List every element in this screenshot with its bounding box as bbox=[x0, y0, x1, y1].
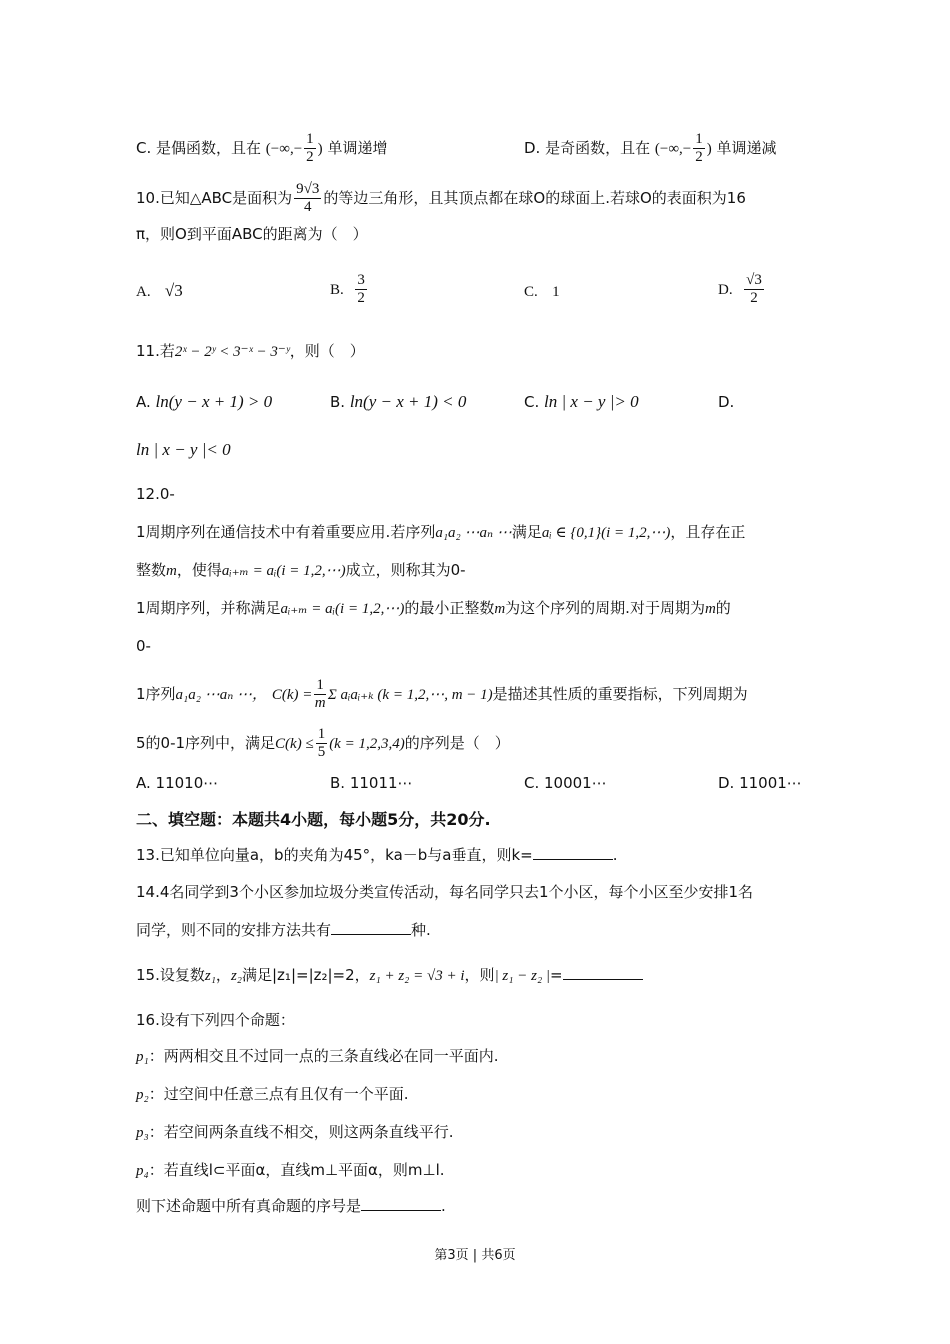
q12-l6-c: C(k) = bbox=[271, 687, 313, 703]
q10-option-b bbox=[330, 272, 369, 307]
q10-option-a bbox=[136, 281, 183, 302]
q9c-num: 1 bbox=[306, 131, 314, 147]
q10-pre: 10.已知△ABC是面积为 bbox=[136, 189, 293, 207]
q11c-label: C. bbox=[524, 393, 545, 411]
q10-option-c bbox=[524, 281, 560, 302]
q16-ask-text: 则下述命题中所有真命题的序号是 bbox=[136, 1197, 362, 1215]
q10-area-num: 9√3 bbox=[296, 181, 320, 197]
q13-answer-blank bbox=[533, 845, 613, 860]
q12-option-a: A. 11010⋯ bbox=[136, 774, 219, 792]
q14-answer-blank bbox=[331, 920, 411, 935]
q15 bbox=[136, 965, 643, 986]
q11-option-a bbox=[136, 392, 272, 412]
q11a-expr: ln(y − x + 1) > 0 bbox=[155, 392, 273, 411]
q12-line2 bbox=[136, 522, 745, 543]
q12-line6 bbox=[136, 677, 748, 712]
q12-l6-pre: 1序列 bbox=[136, 685, 176, 703]
q15-comma: ， bbox=[215, 966, 231, 984]
q12-l4-mid2: 为这个序列的周期.对于周期为 bbox=[505, 599, 705, 617]
q12-l6-num: 1 bbox=[316, 677, 324, 693]
q16-p1-label: p₁ bbox=[136, 1049, 149, 1065]
q10-area-fraction bbox=[294, 181, 321, 216]
q16-stem: 16.设有下列四个命题： bbox=[136, 1011, 295, 1029]
q16-p1-text: ：两两相交且不过同一点的三条直线必在同一平面内. bbox=[148, 1047, 499, 1065]
q16-p3-text: ：若空间两条直线不相交，则这两条直线平行. bbox=[148, 1123, 454, 1141]
q16-answer-blank bbox=[361, 1196, 441, 1211]
q9c-den: 2 bbox=[306, 149, 314, 165]
q10b-den: 2 bbox=[357, 290, 365, 306]
q15-pre: 15.设复数 bbox=[136, 966, 205, 984]
q12-line1: 12.0- bbox=[136, 485, 175, 503]
q10a-label: A. bbox=[136, 284, 151, 300]
q15-abs: | z₁ − z₂ | bbox=[494, 968, 551, 984]
section-2-heading: 二、填空题：本题共4小题，每小题5分，共20分. bbox=[136, 810, 491, 829]
q9c-text: C. 是偶函数，且在 bbox=[136, 139, 262, 157]
q9c-fraction bbox=[304, 131, 316, 166]
q12-l2-mid: 满足 bbox=[511, 523, 542, 541]
q13 bbox=[136, 845, 618, 865]
q11b-label: B. bbox=[330, 393, 350, 411]
q11-option-b bbox=[330, 392, 466, 412]
q12-l6-post: 是描述其性质的重要指标，下列周期为 bbox=[492, 685, 748, 703]
q11-post: ，则（ ） bbox=[289, 342, 365, 360]
q14-line1: 14.4名同学到3个小区参加垃圾分类宣传活动，每名同学只去1个小区，每个小区至少安排1名 bbox=[136, 883, 754, 901]
q12-l7-pre: 5的0-1序列中，满足 bbox=[136, 734, 276, 752]
q12-l3-m: m bbox=[166, 563, 177, 579]
q12-line3 bbox=[136, 560, 466, 581]
q12-l2-pre: 1周期序列在通信技术中有着重要应用.若序列 bbox=[136, 523, 436, 541]
q12-l6-fraction bbox=[314, 677, 326, 712]
q9c-interval-left: (−∞,− bbox=[265, 141, 303, 157]
q9c-post: 单调递增 bbox=[327, 139, 388, 157]
q11c-expr: ln | x − y |> 0 bbox=[544, 392, 639, 411]
q9-option-c bbox=[136, 131, 387, 166]
q15-post: = bbox=[550, 966, 563, 984]
q9d-fraction bbox=[693, 131, 705, 166]
q12-l6-den: m bbox=[314, 695, 326, 711]
page-footer: 第3页 | 共6页 bbox=[434, 1248, 516, 1263]
q12-line7 bbox=[136, 726, 510, 761]
q12-line5: 0- bbox=[136, 637, 151, 655]
q11-pre: 11.若 bbox=[136, 342, 175, 360]
q12-l4-post: 的 bbox=[715, 599, 731, 617]
q12-l3-mid: ，使得 bbox=[176, 561, 222, 579]
q12-l7-den: 5 bbox=[317, 744, 326, 760]
q12-l3-eq: aᵢ₊ₘ = aᵢ(i = 1,2,⋯) bbox=[221, 563, 346, 579]
q11b-expr: ln(y − x + 1) < 0 bbox=[349, 392, 467, 411]
q16-p4-text: ：若直线l⊂平面α，直线m⊥平面α，则m⊥l. bbox=[148, 1161, 445, 1179]
q10b-fraction bbox=[355, 272, 367, 307]
q12-l7-k: (k = 1,2,3,4) bbox=[329, 736, 405, 752]
q11d-expr: ln | x − y |< 0 bbox=[136, 440, 231, 459]
q13-post: . bbox=[612, 846, 618, 864]
q10d-fraction bbox=[744, 272, 764, 307]
q12-l4-m2: m bbox=[704, 601, 716, 617]
q12-l3-pre: 整数 bbox=[136, 561, 167, 579]
q9d-post: 单调递减 bbox=[716, 139, 777, 157]
q15-z2: z₂ bbox=[230, 968, 242, 984]
q16-p3-label: p₃ bbox=[136, 1125, 149, 1141]
q15-answer-blank bbox=[563, 965, 643, 980]
q12-l3-post: 成立，则称其为0- bbox=[345, 561, 466, 579]
q12-l4-m: m bbox=[494, 601, 506, 617]
q16-p2-label: p₂ bbox=[136, 1087, 149, 1103]
q10c-label: C. bbox=[524, 284, 538, 300]
q10d-num: √3 bbox=[746, 272, 762, 288]
q16-ask-post: . bbox=[441, 1197, 446, 1215]
q12-l4-pre: 1周期序列，并称满足 bbox=[136, 599, 281, 617]
q9-option-d bbox=[524, 131, 777, 166]
q12-l2-seq: a₁a₂ ⋯aₙ ⋯ bbox=[435, 525, 512, 541]
q11-option-d-expr bbox=[136, 440, 231, 460]
q12-l6-sum: Σ aᵢaᵢ₊ₖ (k = 1,2,⋯, m − 1) bbox=[327, 687, 493, 703]
q12-l6-seq: a₁a₂ ⋯aₙ ⋯， bbox=[175, 687, 268, 703]
q14-text: 同学，则不同的安排方法共有 bbox=[136, 921, 332, 939]
q11-option-c bbox=[524, 392, 639, 412]
q11-stem bbox=[136, 341, 365, 362]
q12-l7-num: 1 bbox=[317, 726, 326, 742]
q12-line4 bbox=[136, 598, 731, 619]
q12-l4-eq: aᵢ₊ₘ = aᵢ(i = 1,2,⋯) bbox=[280, 601, 405, 617]
q9d-interval-left: (−∞,− bbox=[654, 141, 692, 157]
q10b-label: B. bbox=[330, 282, 344, 298]
q12-l7-post: 的序列是（ ） bbox=[404, 734, 510, 752]
q16-p3 bbox=[136, 1122, 454, 1143]
q15-eq: z₁ + z₂ = √3 + i bbox=[369, 968, 465, 984]
q14-line2 bbox=[136, 920, 431, 940]
q16-p2 bbox=[136, 1084, 409, 1105]
q10-line1 bbox=[136, 181, 746, 216]
q9d-num: 1 bbox=[695, 131, 703, 147]
q9c-interval-right: ) bbox=[317, 141, 323, 157]
q12-l2-cond: aᵢ ∈ {0,1}(i = 1,2,⋯) bbox=[541, 525, 671, 541]
q16-p4-label: p₄ bbox=[136, 1163, 149, 1179]
q10b-num: 3 bbox=[357, 272, 365, 288]
q13-text: 13.已知单位向量a，b的夹角为45°，ka－b与a垂直，则k= bbox=[136, 846, 533, 864]
q12-l2-post: ，且存在正 bbox=[670, 523, 746, 541]
q12-option-c: C. 10001⋯ bbox=[524, 774, 607, 792]
q10-post: 的等边三角形，且其顶点都在球O的球面上.若球O的表面积为16 bbox=[323, 189, 746, 207]
q9d-text: D. 是奇函数，且在 bbox=[524, 139, 651, 157]
q12-l7-c: C(k) ≤ bbox=[275, 736, 314, 752]
q11a-label: A. bbox=[136, 393, 156, 411]
q12-l7-fraction bbox=[316, 726, 328, 761]
q15-z1: z₁ bbox=[204, 968, 216, 984]
q10c-value: 1 bbox=[552, 284, 560, 300]
q16-p1 bbox=[136, 1046, 499, 1067]
q14-post: 种. bbox=[411, 921, 431, 939]
q16-ask bbox=[136, 1196, 446, 1216]
q12-l4-mid: 的最小正整数 bbox=[404, 599, 495, 617]
q10d-label: D. bbox=[718, 282, 733, 298]
q16-p2-text: ：过空间中任意三点有且仅有一个平面. bbox=[148, 1085, 409, 1103]
q12-option-b: B. 11011⋯ bbox=[330, 774, 413, 792]
q9d-den: 2 bbox=[695, 149, 703, 165]
q12-option-d: D. 11001⋯ bbox=[718, 774, 802, 792]
q10-area-den: 4 bbox=[304, 199, 312, 215]
q10a-value: √3 bbox=[164, 281, 183, 300]
q10d-den: 2 bbox=[750, 290, 758, 306]
q9d-interval-right: ) bbox=[706, 141, 712, 157]
q15-mid: 满足|z₁|=|z₂|=2， bbox=[242, 966, 370, 984]
q11-option-d: D. bbox=[718, 393, 735, 411]
q10-line2: π，则O到平面ABC的距离为（ ） bbox=[136, 225, 368, 243]
q10-option-d bbox=[718, 272, 766, 307]
q15-mid2: ，则 bbox=[464, 966, 495, 984]
q16-p4 bbox=[136, 1160, 445, 1181]
q11-inequality: 2ˣ − 2ʸ < 3⁻ˣ − 3⁻ʸ bbox=[174, 344, 290, 360]
